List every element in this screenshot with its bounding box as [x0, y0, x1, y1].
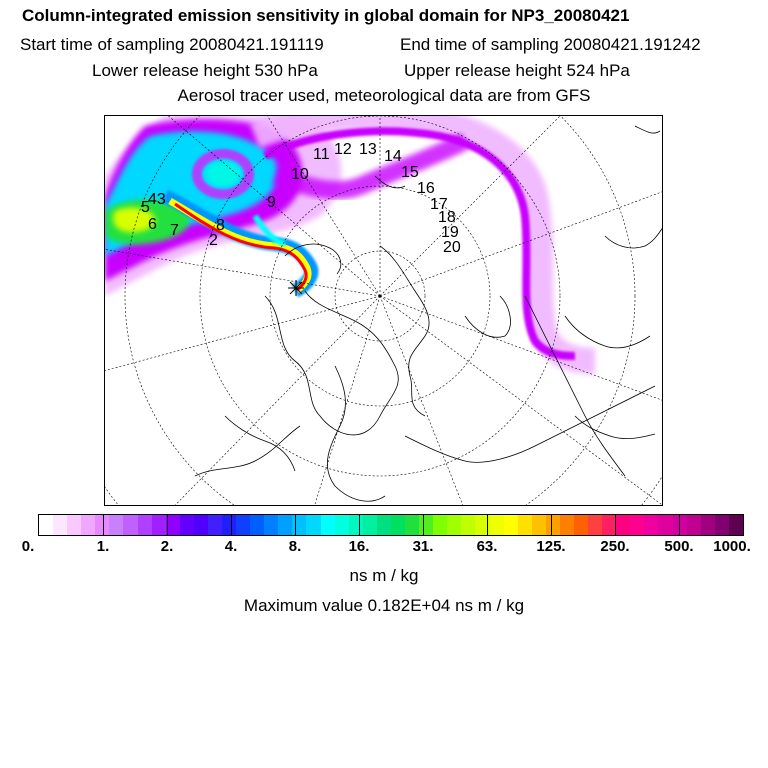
- colorbar-separator: [359, 515, 360, 535]
- colorbar-cell: [574, 515, 588, 535]
- colorbar-tick-label: 0.: [21, 538, 35, 555]
- colorbar-separator: [551, 515, 552, 535]
- day-marker-17: 17: [430, 196, 448, 213]
- polar-map: [104, 115, 663, 506]
- colorbar-cell: [546, 515, 560, 535]
- colorbar-cell: [306, 515, 320, 535]
- colorbar-cell: [109, 515, 123, 535]
- colorbar-tick-label: 8.: [288, 538, 302, 555]
- day-marker-14: 14: [384, 148, 402, 165]
- colorbar-cell: [39, 515, 53, 535]
- maximum-value: Maximum value 0.182E+04 ns m / kg: [243, 596, 525, 615]
- day-marker-9: 9: [267, 194, 276, 211]
- day-marker-12: 12: [334, 141, 352, 158]
- colorbar-cell: [644, 515, 658, 535]
- colorbar-separator: [679, 515, 680, 535]
- colorbar-cell: [447, 515, 461, 535]
- upper-release-height: Upper release height 524 hPa: [404, 61, 630, 80]
- colorbar-cell: [67, 515, 81, 535]
- start-time: Start time of sampling 20080421.191119: [20, 35, 324, 54]
- colorbar-cell: [180, 515, 194, 535]
- colorbar-cell: [222, 515, 236, 535]
- colorbar-cell: [461, 515, 475, 535]
- day-marker-20: 20: [443, 239, 461, 256]
- colorbar-cell: [236, 515, 250, 535]
- day-marker-15: 15: [401, 164, 419, 181]
- colorbar-cell: [715, 515, 729, 535]
- colorbar-separator: [487, 515, 488, 535]
- day-marker-8: 8: [216, 217, 225, 234]
- colorbar-cell: [532, 515, 546, 535]
- colorbar: [38, 514, 744, 536]
- day-marker-6: 6: [148, 216, 157, 233]
- colorbar-cell: [419, 515, 433, 535]
- day-marker-7: 7: [170, 222, 179, 239]
- colorbar-tick-label: 125.: [536, 538, 566, 555]
- colorbar-cell: [123, 515, 137, 535]
- day-marker-16: 16: [417, 180, 435, 197]
- colorbar-cell: [405, 515, 419, 535]
- colorbar-cell: [349, 515, 363, 535]
- colorbar-separator: [295, 515, 296, 535]
- colorbar-cell: [278, 515, 292, 535]
- colorbar-cell: [588, 515, 602, 535]
- colorbar-cell: [53, 515, 67, 535]
- colorbar-cell: [377, 515, 391, 535]
- day-marker-43: 43: [148, 191, 166, 208]
- colorbar-cell: [504, 515, 518, 535]
- colorbar-tick-label: 4.: [224, 538, 238, 555]
- colorbar-cell: [250, 515, 264, 535]
- colorbar-cell: [264, 515, 278, 535]
- colorbar-separator: [615, 515, 616, 535]
- colorbar-cell: [81, 515, 95, 535]
- colorbar-separator: [423, 515, 424, 535]
- day-marker-11: 11: [313, 146, 330, 163]
- map-title: Column-integrated emission sensitivity in global domain for NP3_20080421: [22, 6, 630, 25]
- colorbar-tick-label: 250.: [600, 538, 630, 555]
- colorbar-cell: [560, 515, 574, 535]
- receptor-star-icon: [288, 280, 304, 296]
- colorbar-cell: [729, 515, 743, 535]
- colorbar-separator: [103, 515, 104, 535]
- day-marker-5: 5: [141, 199, 150, 216]
- colorbar-cell: [391, 515, 405, 535]
- colorbar-cell: [687, 515, 701, 535]
- colorbar-cell: [630, 515, 644, 535]
- colorbar-cell: [658, 515, 672, 535]
- day-marker-13: 13: [359, 141, 377, 158]
- colorbar-cell: [138, 515, 152, 535]
- colorbar-tick-label: 1000.: [713, 538, 751, 555]
- day-marker-18: 18: [438, 209, 456, 226]
- colorbar-cell: [701, 515, 715, 535]
- colorbar-cell: [321, 515, 335, 535]
- colorbar-cell: [194, 515, 208, 535]
- colorbar-separator: [231, 515, 232, 535]
- colorbar-cell: [433, 515, 447, 535]
- colorbar-labels: [0, 538, 768, 558]
- day-marker-2: 2: [209, 232, 218, 249]
- colorbar-cell: [335, 515, 349, 535]
- end-time: End time of sampling 20080421.191242: [400, 35, 701, 54]
- colorbar-tick-label: 2.: [160, 538, 174, 555]
- lower-release-height: Lower release height 530 hPa: [92, 61, 318, 80]
- colorbar-tick-label: 31.: [412, 538, 434, 555]
- colorbar-cell: [490, 515, 504, 535]
- colorbar-units: ns m / kg: [349, 566, 419, 585]
- day-marker-10: 10: [291, 166, 309, 183]
- colorbar-tick-label: 63.: [476, 538, 498, 555]
- colorbar-tick-label: 1.: [96, 538, 110, 555]
- day-marker-19: 19: [441, 224, 459, 241]
- tracer-note: Aerosol tracer used, meteorological data are from GFS: [177, 86, 591, 105]
- colorbar-cell: [208, 515, 222, 535]
- colorbar-tick-label: 16.: [348, 538, 370, 555]
- map-canvas: [105, 116, 663, 506]
- colorbar-cell: [363, 515, 377, 535]
- colorbar-tick-label: 500.: [664, 538, 694, 555]
- colorbar-cell: [518, 515, 532, 535]
- colorbar-cell: [152, 515, 166, 535]
- colorbar-separator: [167, 515, 168, 535]
- colorbar-cell: [616, 515, 630, 535]
